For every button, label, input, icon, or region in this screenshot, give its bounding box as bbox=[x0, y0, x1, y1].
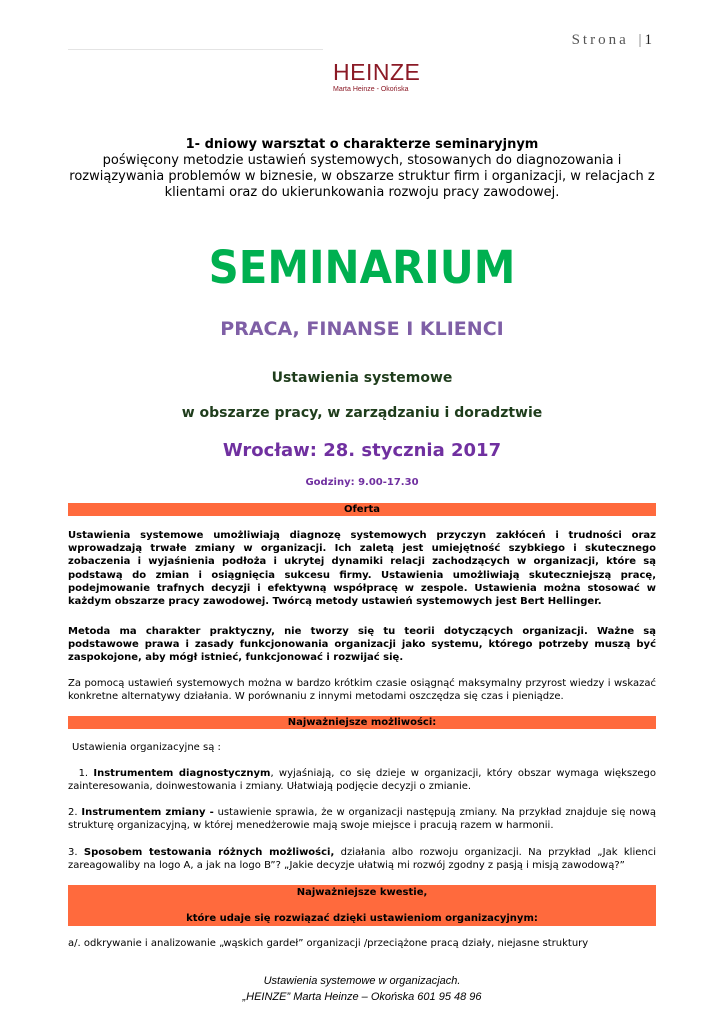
offer-paragraph-1: Ustawienia systemowe umożliwiają diagnozę systemowych przyczyn zakłóceń i trudności oraz wprowadzają trwałe zmiany w organizacji. Ich zaletą jest umiejętność szybkiego i skutecznego zobaczenia i wyjaśnienia podłoża i ukrytej dynamiki relacji zachodzących w organizacji, które są podstawą do zmian i osiągnięcia sukcesu firmy. Ustawienia umożliwiają skuteczniejszą pracę, podejmowanie trafnych decyzji i efektywną współpracę w zespole. Ustawienia można stosować w każdym obszarze pracy zawodowej. Twórcą metody ustawień systemowych jest Bert Hellinger. bbox=[68, 530, 656, 608]
item1-number: 1. bbox=[78, 768, 89, 779]
section-bar-issues bbox=[68, 885, 656, 926]
page-number-value: 1 bbox=[644, 32, 652, 48]
heading-areas: w obszarze pracy, w zarządzaniu i doradztwie bbox=[181, 405, 543, 421]
item1-text: , wyjaśniają, co się dzieje w organizacji, który obszar wymaga większego zainteresowania, doinwestowania i zmiany. Ułatwiają podjęcie decyzji o zmianie. bbox=[68, 768, 656, 793]
issues-label-line-2: które udaje się rozwiązać dzięki ustawieniom organizacyjnym: bbox=[186, 913, 538, 924]
item3-number: 3. bbox=[68, 847, 78, 858]
intro-block bbox=[68, 137, 656, 201]
issues-label-line-1: Najważniejsze kwestie, bbox=[296, 887, 428, 898]
list-item-2 bbox=[68, 806, 656, 832]
item2-text: ustawienie sprawia, że w organizacji następują zmiany. Na przykład znajduje się nową strukturę organizacyjną, w której menedżerowie mają swoje miejsce i pracują razem w harmonii. bbox=[68, 807, 656, 832]
item3-text: działania albo rozwoju organizacji. Na przykład „Jak klienci zareagowaliby na logo A, a jak na logo B”? „Jakie decyzje ułatwią mi rozwój zgodny z pasją i misją zawodową?” bbox=[68, 847, 656, 872]
event-place-date: Wrocław: 28. stycznia 2017 bbox=[222, 440, 502, 461]
heading-systemic: Ustawienia systemowe bbox=[271, 370, 453, 386]
intro-text: poświęcony metodzie ustawień systemowych, stosowanych do diagnozowania i rozwiązywania problemów w biznesie, w obszarze struktur firm i organizacji, w relacjach z klientami oraz do ukierunkowania rozwoju pracy zawodowej. bbox=[69, 153, 655, 200]
offer-paragraph-3: Za pomocą ustawień systemowych można w bardzo krótkim czasie osiągnąć maksymalny przyrost wiedzy i wskazać konkretne alternatywy działania. W porównaniu z innymi metodami oszczędza się czas i pieniądze. bbox=[68, 678, 656, 703]
document-title: SEMINARIUM bbox=[208, 241, 516, 294]
logo-tagline: Marta Heinze - Okońska bbox=[333, 86, 409, 93]
header-rule bbox=[68, 49, 323, 50]
offer-paragraph-2: Metoda ma charakter praktyczny, nie tworzy się tu teorii dotyczących organizacji. Ważne są podstawowe prawa i zasady funkcjonowania organizacji jako systemu, którego potrzeby muszą być zaspokojone, aby mógł istnieć, funkcjonować i rozwijać się. bbox=[68, 626, 656, 664]
event-hours: Godziny: 9.00-17.30 bbox=[305, 477, 419, 488]
issues-item-a: a/. odkrywanie i analizowanie „wąskich gardeł” organizacji /przeciążone pracą działy, niejasne struktury bbox=[68, 938, 589, 949]
item2-number: 2. bbox=[68, 807, 78, 818]
possibilities-intro: Ustawienia organizacyjne są : bbox=[72, 742, 221, 753]
list-item-3 bbox=[68, 846, 656, 872]
page-footer bbox=[0, 973, 724, 1005]
item3-lead: Sposobem testowania różnych możliwości, bbox=[83, 847, 335, 858]
page-separator: | bbox=[638, 32, 642, 48]
footer-line-2: „HEINZE” Marta Heinze – Okońska 601 95 48 96 bbox=[242, 991, 482, 1003]
page-number bbox=[572, 32, 652, 49]
logo bbox=[333, 60, 420, 93]
logo-wordmark: HEINZE bbox=[333, 59, 421, 85]
section-bar-possibilities: Najważniejsze możliwości: bbox=[68, 716, 656, 729]
section-bar-offer: Oferta bbox=[68, 503, 656, 516]
footer-line-1: Ustawienia systemowe w organizacjach. bbox=[263, 975, 461, 987]
page-word: Strona bbox=[571, 32, 629, 48]
intro-lead: 1- dniowy warsztat o charakterze seminaryjnym bbox=[185, 137, 539, 152]
item1-lead: Instrumentem diagnostycznym bbox=[93, 768, 271, 779]
document-subtitle: PRACA, FINANSE I KLIENCI bbox=[220, 318, 504, 340]
list-item-1 bbox=[68, 767, 656, 793]
item2-lead: Instrumentem zmiany - bbox=[81, 807, 214, 818]
